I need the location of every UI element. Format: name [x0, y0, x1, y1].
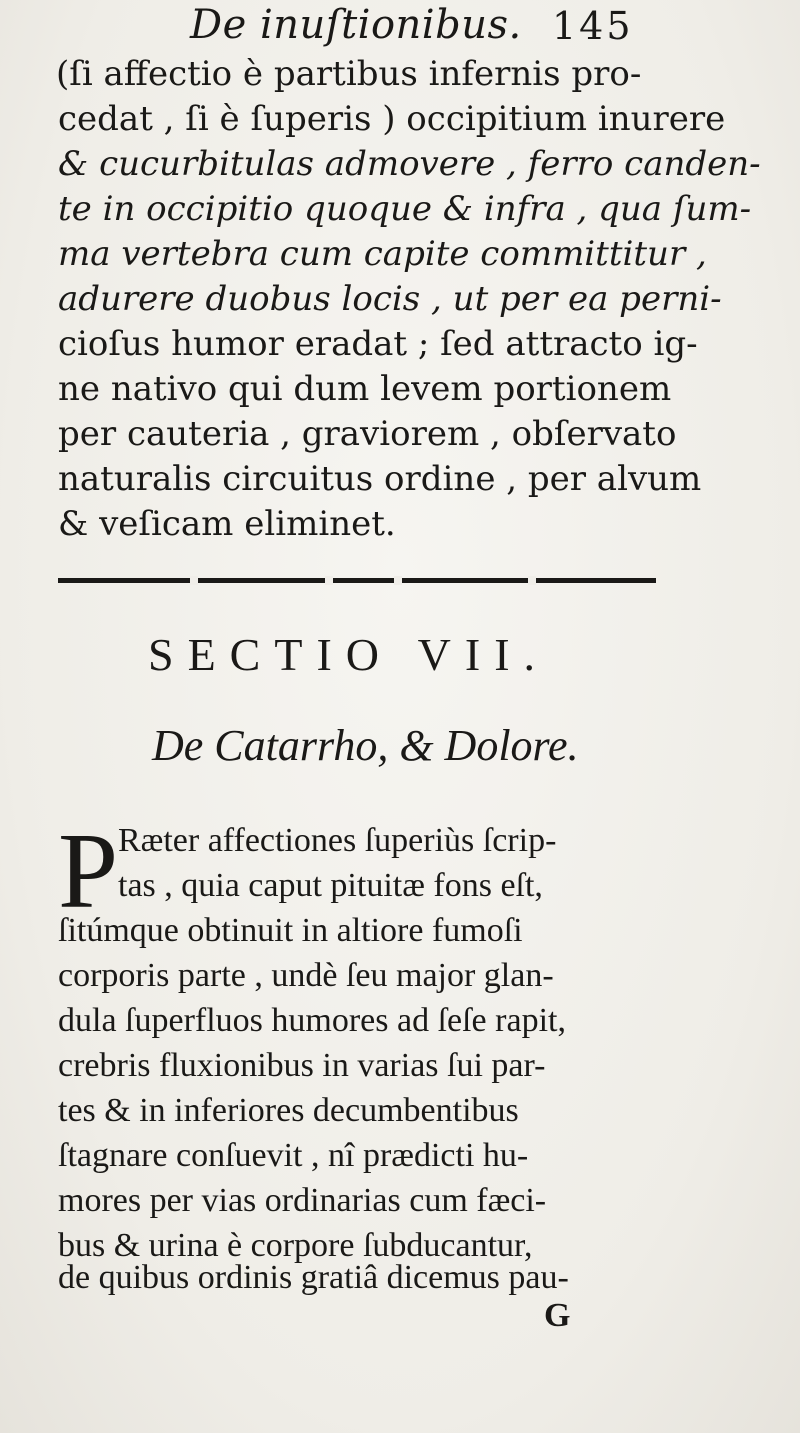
- text-line: per cauteria , graviorem , obſervato: [58, 414, 677, 454]
- text-line: cedat , ſi è ſuperis ) occipitium inurere: [58, 99, 726, 139]
- text-line: de quibus ordinis gratiâ dicemus pau-: [58, 1259, 569, 1296]
- text-line: ſitúmque obtinuit in altiore fumoſi: [58, 912, 523, 949]
- text-line: tas , quia caput pituitæ fons eſt,: [118, 867, 543, 904]
- signature-mark: G: [544, 1297, 571, 1334]
- text-line: tes & in inferiores decumbentibus: [58, 1092, 519, 1129]
- text-line: corporis parte , undè ſeu major glan-: [58, 957, 554, 994]
- text-line: crebris fluxionibus in varias ſui par-: [58, 1047, 546, 1084]
- text-line: & cucurbitulas admovere , ferro canden-: [58, 144, 761, 184]
- text-line: dula ſuperfluos humores ad ſeſe rapit,: [58, 1002, 566, 1039]
- page-number: 145: [552, 4, 634, 48]
- text-line: ne nativo qui dum levem portionem: [58, 369, 672, 409]
- text-line: ma vertebra cum capite committitur ,: [58, 234, 707, 274]
- text-line: cioſus humor eradat ; ſed attracto ig-: [58, 324, 698, 364]
- text-line: (ſi affectio è partibus infernis pro-: [56, 54, 642, 94]
- text-line: adurere duobus locis , ut per ea perni-: [58, 279, 722, 319]
- text-line: Ræter affectiones ſuperiùs ſcrip-: [118, 822, 557, 859]
- text-line: & veſicam eliminet.: [58, 504, 396, 544]
- text-line: bus & urina è corpore ſubducantur,: [58, 1227, 533, 1264]
- section-title: SECTIO VII.: [148, 629, 550, 680]
- drop-cap: P: [58, 812, 119, 931]
- section-subtitle: De Catarrho, & Dolore.: [152, 721, 579, 770]
- section-divider-rule: [58, 578, 656, 583]
- text-line: te in occipitio quoque & infra , qua ſum-: [58, 189, 752, 229]
- text-line: naturalis circuitus ordine , per alvum: [58, 459, 702, 499]
- text-line: mores per vias ordinarias cum fæci-: [58, 1182, 547, 1219]
- text-line: ſtagnare conſuevit , nî prædicti hu-: [58, 1137, 529, 1174]
- running-head: De inuſtionibus.: [190, 2, 522, 48]
